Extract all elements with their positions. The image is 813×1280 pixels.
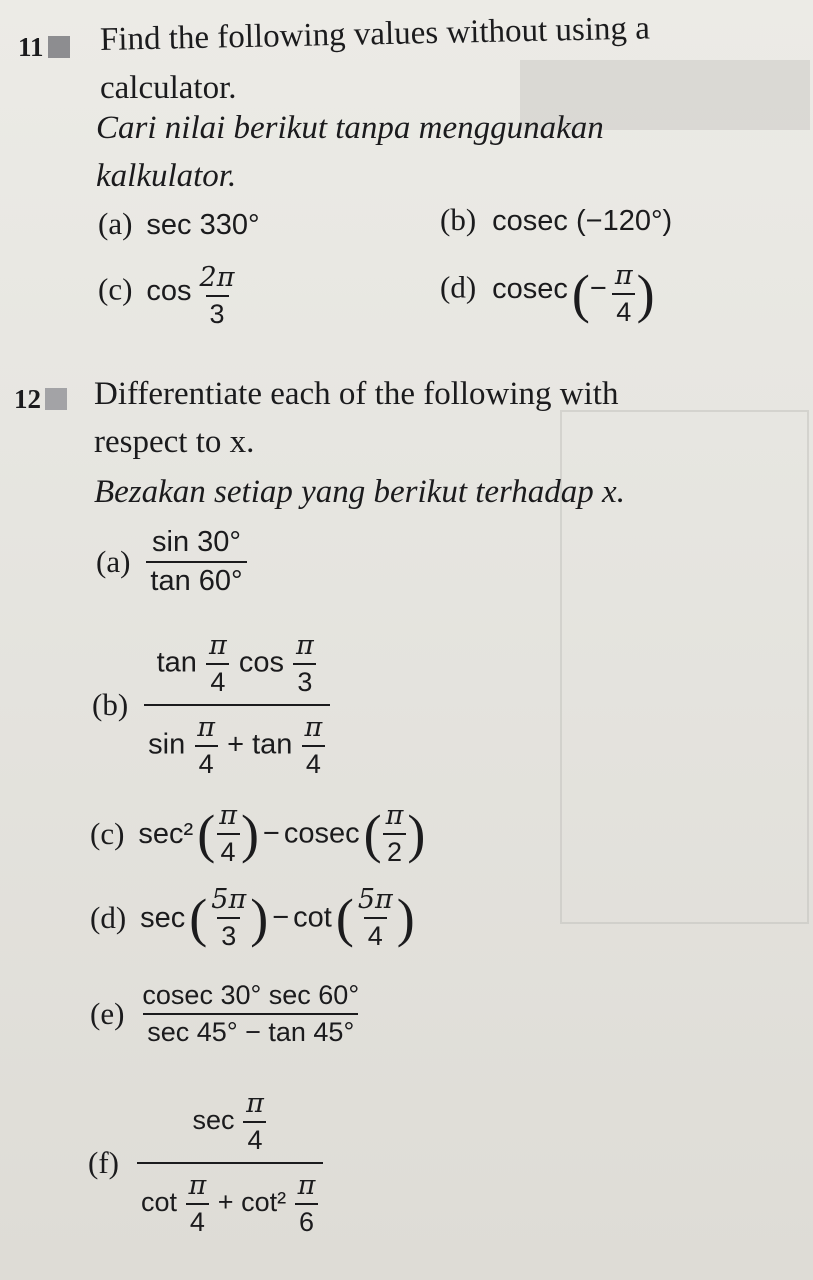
difficulty-square-icon	[45, 388, 67, 410]
q12f-fraction: sec $\frac{\pi}{4}$ cot $\frac{\pi}{4}$ + cot² $\frac{\pi}{6}$	[137, 1088, 323, 1238]
q11-part-d: (d) cosec (− $\frac{\pi}{4}$ )	[440, 260, 655, 327]
q12-instruction-en: Differentiate each of the following with	[94, 376, 619, 412]
q11-instruction-ms-line2: kalkulator.	[96, 158, 237, 194]
difficulty-square-icon	[48, 36, 70, 58]
q11-part-b: (b) cosec (−120°)	[440, 202, 673, 237]
q12-part-f: (f) sec $\frac{\pi}{4}$ cot $\frac{\pi}{4}$ + cot² $\frac{\pi}{6}$	[88, 1088, 323, 1238]
q11-instruction-en-line2: calculator.	[100, 70, 237, 106]
q12e-fraction: $\frac{cosec 30^\circ \sec 60^\circ}{\sec 45^\circ - \tan 45^\circ}$	[142, 980, 360, 1047]
q12-part-a: (a) $\frac{\sin 30^\circ}{\tan 60^\circ}$	[96, 526, 247, 598]
q11b-expression: cosec (−120°)	[492, 205, 673, 237]
q12-instruction-en-line2: respect to x.	[94, 424, 255, 460]
q12-part-d: (d) sec ( $\frac{5\pi}{3}$ ) − cot ( $\frac{5\pi}{4}$ )	[90, 884, 415, 951]
q11-part-c: (c) cos $\frac{2\pi}{3}$	[98, 262, 238, 330]
q12a-fraction: $\frac{\sin 30^\circ}{\tan 60^\circ}$	[146, 526, 246, 598]
q12-instruction-ms: Bezakan setiap yang berikut terhadap x.	[94, 474, 625, 510]
q12b-fraction: tan $\frac{\pi}{4}$ cos $\frac{\pi}{3}$ sin $\frac{\pi}{4}$ + tan $\frac{\pi}{4}$	[144, 630, 330, 780]
q11-instruction-ms: Cari nilai berikut tanpa menggunakan	[96, 110, 604, 146]
q11-part-a: (a) sec 330°	[98, 206, 260, 241]
q12-part-e: (e) $\frac{cosec 30^\circ \sec 60^\circ}{\sec 45^\circ - \tan 45^\circ}$	[90, 980, 363, 1048]
q11-instruction-en: Find the following values without using a	[99, 10, 651, 58]
question-12-number: 12	[14, 384, 67, 415]
q12-part-c: (c) sec² ( $\frac{\pi}{4}$ ) − cosec ( $\frac{\pi}{2}$ )	[90, 800, 426, 867]
q11d-fraction: $\frac{\pi}{4}$	[611, 260, 637, 328]
question-11-number: 11	[18, 32, 70, 63]
q11a-expression: sec 330°	[146, 209, 260, 241]
q12-part-b: (b) tan $\frac{\pi}{4}$ cos $\frac{\pi}{3}$ sin $\frac{\pi}{4}$ + tan $\frac{\pi}{4}$	[92, 630, 330, 780]
q11c-fraction: $\frac{2\pi}{3}$	[199, 262, 235, 329]
